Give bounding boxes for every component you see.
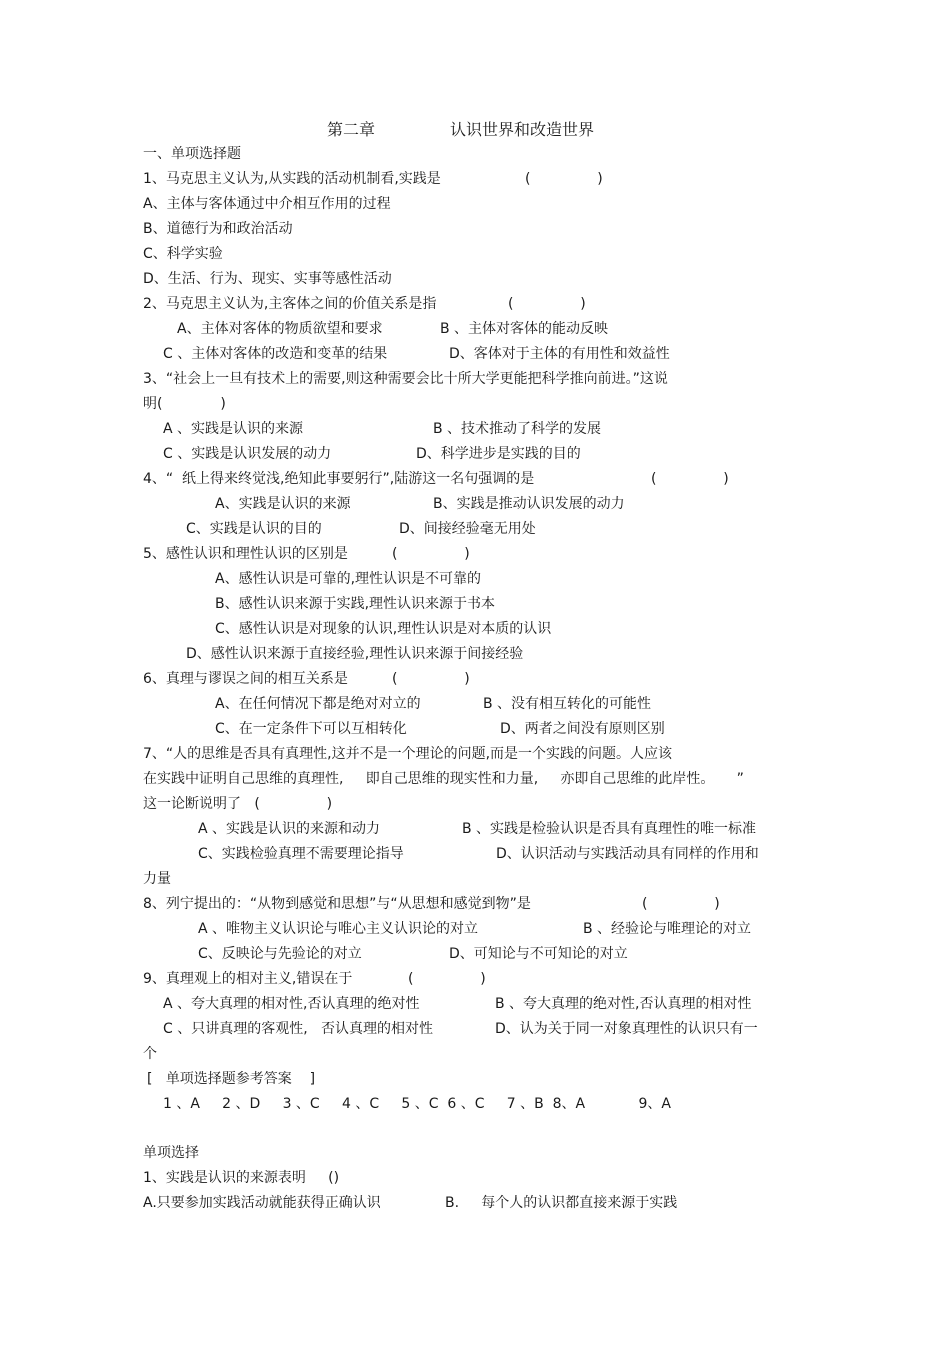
question-3-stem: 3、“社会上一旦有技术上的需要,则这种需要会比十所大学更能把科学推向前进。”这说 bbox=[143, 371, 668, 387]
question-1-option-b: B、道德行为和政治活动 bbox=[143, 221, 293, 237]
question-2-option-c: C 、主体对客体的改造和变革的结果 bbox=[163, 346, 388, 362]
question-6-stem: 6、真理与谬误之间的相互关系是 bbox=[143, 671, 348, 687]
section2-question-1-option-a: A.只要参加实践活动就能获得正确认识 bbox=[143, 1195, 381, 1211]
question-4-paren: ( ) bbox=[651, 471, 729, 487]
question-9-option-a: A 、夸大真理的相对性,否认真理的绝对性 bbox=[163, 996, 420, 1012]
section2-question-1-stem: 1、实践是认识的来源表明 () bbox=[143, 1170, 340, 1186]
answer-key-line: 1 、A 2 、D 3 、C 4 、C 5 、C 6 、C 7 、B 8、A 9、A bbox=[163, 1096, 671, 1112]
question-3-option-c: C 、实践是认识发展的动力 bbox=[163, 446, 332, 462]
question-9-option-c: C 、只讲真理的客观性, 否认真理的相对性 bbox=[163, 1021, 434, 1037]
question-3-option-d: D、科学进步是实践的目的 bbox=[416, 446, 581, 462]
question-8-option-c: C、反映论与先验论的对立 bbox=[198, 946, 362, 962]
question-1-option-c: C、科学实验 bbox=[143, 246, 223, 262]
question-5-option-b: B、感性认识来源于实践,理性认识来源于书本 bbox=[215, 596, 496, 612]
question-5-stem: 5、感性认识和理性认识的区别是 bbox=[143, 546, 348, 562]
question-9-option-b: B 、夸大真理的绝对性,否认真理的相对性 bbox=[495, 996, 752, 1012]
question-7-option-c: C、实践检验真理不需要理论指导 bbox=[198, 846, 404, 862]
question-6-option-a: A、在任何情况下都是绝对对立的 bbox=[215, 696, 421, 712]
question-2-option-b: B 、主体对客体的能动反映 bbox=[440, 321, 609, 337]
question-1-stem: 1、马克思主义认为,从实践的活动机制看,实践是 bbox=[143, 171, 441, 187]
question-1-option-d: D、生活、行为、现实、实事等感性活动 bbox=[143, 271, 392, 287]
question-2-option-d: D、客体对于主体的有用性和效益性 bbox=[449, 346, 670, 362]
question-9-stem: 9、真理观上的相对主义,错误在于 bbox=[143, 971, 353, 987]
question-6-option-d: D、两者之间没有原则区别 bbox=[500, 721, 665, 737]
question-5-paren: ( ) bbox=[392, 546, 470, 562]
question-3-stem-cont: 明( ) bbox=[143, 396, 226, 412]
question-3-option-a: A 、实践是认识的来源 bbox=[163, 421, 304, 437]
question-2-option-a: A、主体对客体的物质欲望和要求 bbox=[177, 321, 383, 337]
question-5-option-c: C、感性认识是对现象的认识,理性认识是对本质的认识 bbox=[215, 621, 552, 637]
question-6-option-c: C、在一定条件下可以互相转化 bbox=[215, 721, 407, 737]
question-7-stem-cont: 在实践中证明自己思维的真理性, 即自己思维的现实性和力量, 亦即自己思维的此岸性。 ” bbox=[143, 771, 744, 787]
question-9-option-d-cont: 个 bbox=[143, 1046, 157, 1062]
question-7-option-d: D、认识活动与实践活动具有同样的作用和 bbox=[496, 846, 759, 862]
question-4-option-d: D、间接经验毫无用处 bbox=[399, 521, 536, 537]
question-5-option-a: A、感性认识是可靠的,理性认识是不可靠的 bbox=[215, 571, 482, 587]
question-1-paren: ( ) bbox=[525, 171, 603, 187]
section2-heading: 单项选择 bbox=[143, 1145, 199, 1161]
answer-key-heading: [ 单项选择题参考答案 ] bbox=[147, 1071, 316, 1087]
section2-question-1-option-b: B. 每个人的认识都直接来源于实践 bbox=[445, 1195, 678, 1211]
chapter-title: 认识世界和改造世界 bbox=[450, 120, 595, 139]
question-6-paren: ( ) bbox=[392, 671, 470, 687]
question-8-option-a: A 、唯物主义认识论与唯心主义认识论的对立 bbox=[198, 921, 479, 937]
question-8-stem: 8、列宁提出的：“从物到感觉和思想”与“从思想和感觉到物”是 bbox=[143, 896, 531, 912]
question-4-option-a: A、实践是认识的来源 bbox=[215, 496, 351, 512]
question-2-paren: ( ) bbox=[508, 296, 586, 312]
question-7-option-a: A 、实践是认识的来源和动力 bbox=[198, 821, 381, 837]
question-4-option-b: B、实践是推动认识发展的动力 bbox=[433, 496, 625, 512]
question-5-option-d: D、感性认识来源于直接经验,理性认识来源于间接经验 bbox=[186, 646, 524, 662]
section-heading: 一、单项选择题 bbox=[143, 146, 241, 162]
question-8-option-b: B 、经验论与唯理论的对立 bbox=[583, 921, 752, 937]
question-8-paren: ( ) bbox=[642, 896, 720, 912]
chapter-number: 第二章 bbox=[327, 120, 376, 139]
question-3-option-b: B 、技术推动了科学的发展 bbox=[433, 421, 602, 437]
question-7-stem-end: 这一论断说明了 ( ) bbox=[143, 796, 333, 812]
question-1-option-a: A、主体与客体通过中介相互作用的过程 bbox=[143, 196, 391, 212]
question-4-stem: 4、“ 纸上得来终觉浅,绝知此事要躬行”,陆游这一名句强调的是 bbox=[143, 471, 535, 487]
question-9-paren: ( ) bbox=[408, 971, 486, 987]
question-8-option-d: D、可知论与不可知论的对立 bbox=[449, 946, 628, 962]
question-7-option-d-cont: 力量 bbox=[143, 871, 171, 887]
question-6-option-b: B 、没有相互转化的可能性 bbox=[483, 696, 652, 712]
question-2-stem: 2、马克思主义认为,主客体之间的价值关系是指 bbox=[143, 296, 437, 312]
question-4-option-c: C、实践是认识的目的 bbox=[186, 521, 322, 537]
question-7-option-b: B 、实践是检验认识是否具有真理性的唯一标准 bbox=[462, 821, 757, 837]
question-7-stem: 7、“人的思维是否具有真理性,这并不是一个理论的问题,而是一个实践的问题。人应该 bbox=[143, 746, 673, 762]
question-9-option-d: D、认为关于同一对象真理性的认识只有一 bbox=[495, 1021, 758, 1037]
